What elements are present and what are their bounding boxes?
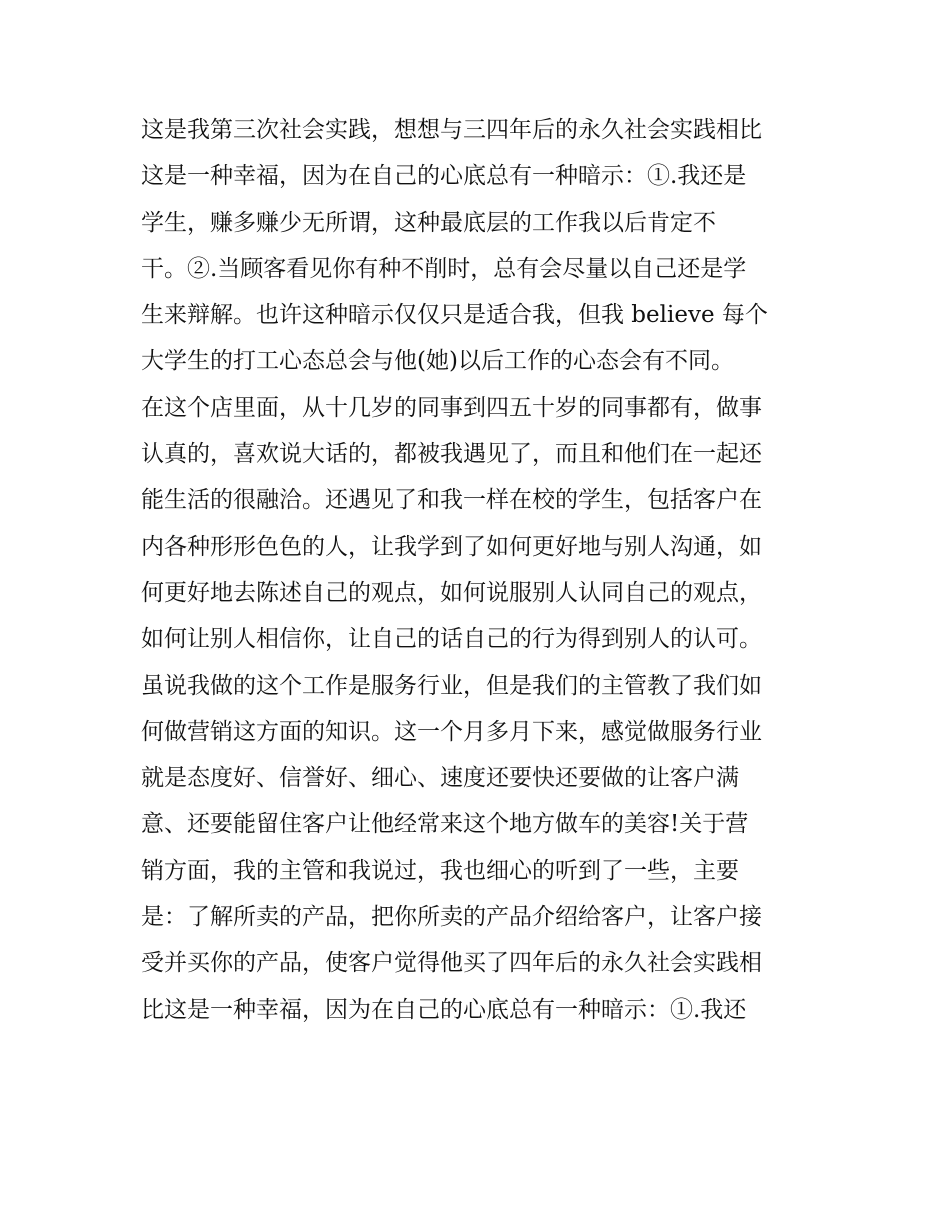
text-line: 就是态度好、信誉好、细心、速度还要快还要做的让客户满 — [141, 765, 739, 792]
text-line: 在这个店里面，从十几岁的同事到四五十岁的同事都有，做事 — [141, 394, 762, 421]
text-line: 如何让别人相信你，让自己的话自己的行为得到别人的认可。 — [141, 626, 762, 653]
text-line: 这是一种幸福，因为在自己的心底总有一种暗示：①.我还是 — [141, 163, 747, 190]
text-line: 学生，赚多赚少无所谓，这种最底层的工作我以后肯定不 — [141, 209, 716, 236]
text-line: 生来辩解。也许这种暗示仅仅只是适合我，但我 believe 每个 — [141, 302, 768, 329]
text-line: 比这是一种幸福，因为在自己的心底总有一种暗示：①.我还 — [141, 996, 747, 1023]
text-line: 受并买你的产品，使客户觉得他买了四年后的永久社会实践相 — [141, 950, 762, 977]
text-line: 内各种形形色色的人，让我学到了如何更好地与别人沟通，如 — [141, 533, 762, 560]
text-line: 何做营销这方面的知识。这一个月多月下来，感觉做服务行业 — [141, 718, 762, 745]
text-line: 大学生的打工心态总会与他(她)以后工作的心态会有不同。 — [141, 348, 734, 375]
text-line: 是：了解所卖的产品，把你所卖的产品介绍给客户，让客户接 — [141, 904, 762, 931]
text-line: 何更好地去陈述自己的观点，如何说服别人认同自己的观点， — [141, 579, 762, 606]
text-line: 能生活的很融洽。还遇见了和我一样在校的学生，包括客户在 — [141, 487, 762, 514]
text-line: 干。②.当顾客看见你有种不削时，总有会尽量以自己还是学 — [141, 255, 747, 282]
text-line: 意、还要能留住客户让他经常来这个地方做车的美容!关于营 — [141, 811, 749, 838]
text-line: 这是我第三次社会实践，想想与三四年后的永久社会实践相比 — [141, 117, 762, 143]
text-line: 销方面，我的主管和我说过，我也细心的听到了一些，主要 — [141, 857, 739, 884]
text-line: 认真的，喜欢说大话的，都被我遇见了，而且和他们在一起还 — [141, 441, 762, 468]
body-text — [141, 107, 831, 1033]
text-line: 虽说我做的这个工作是服务行业，但是我们的主管教了我们如 — [141, 672, 762, 699]
